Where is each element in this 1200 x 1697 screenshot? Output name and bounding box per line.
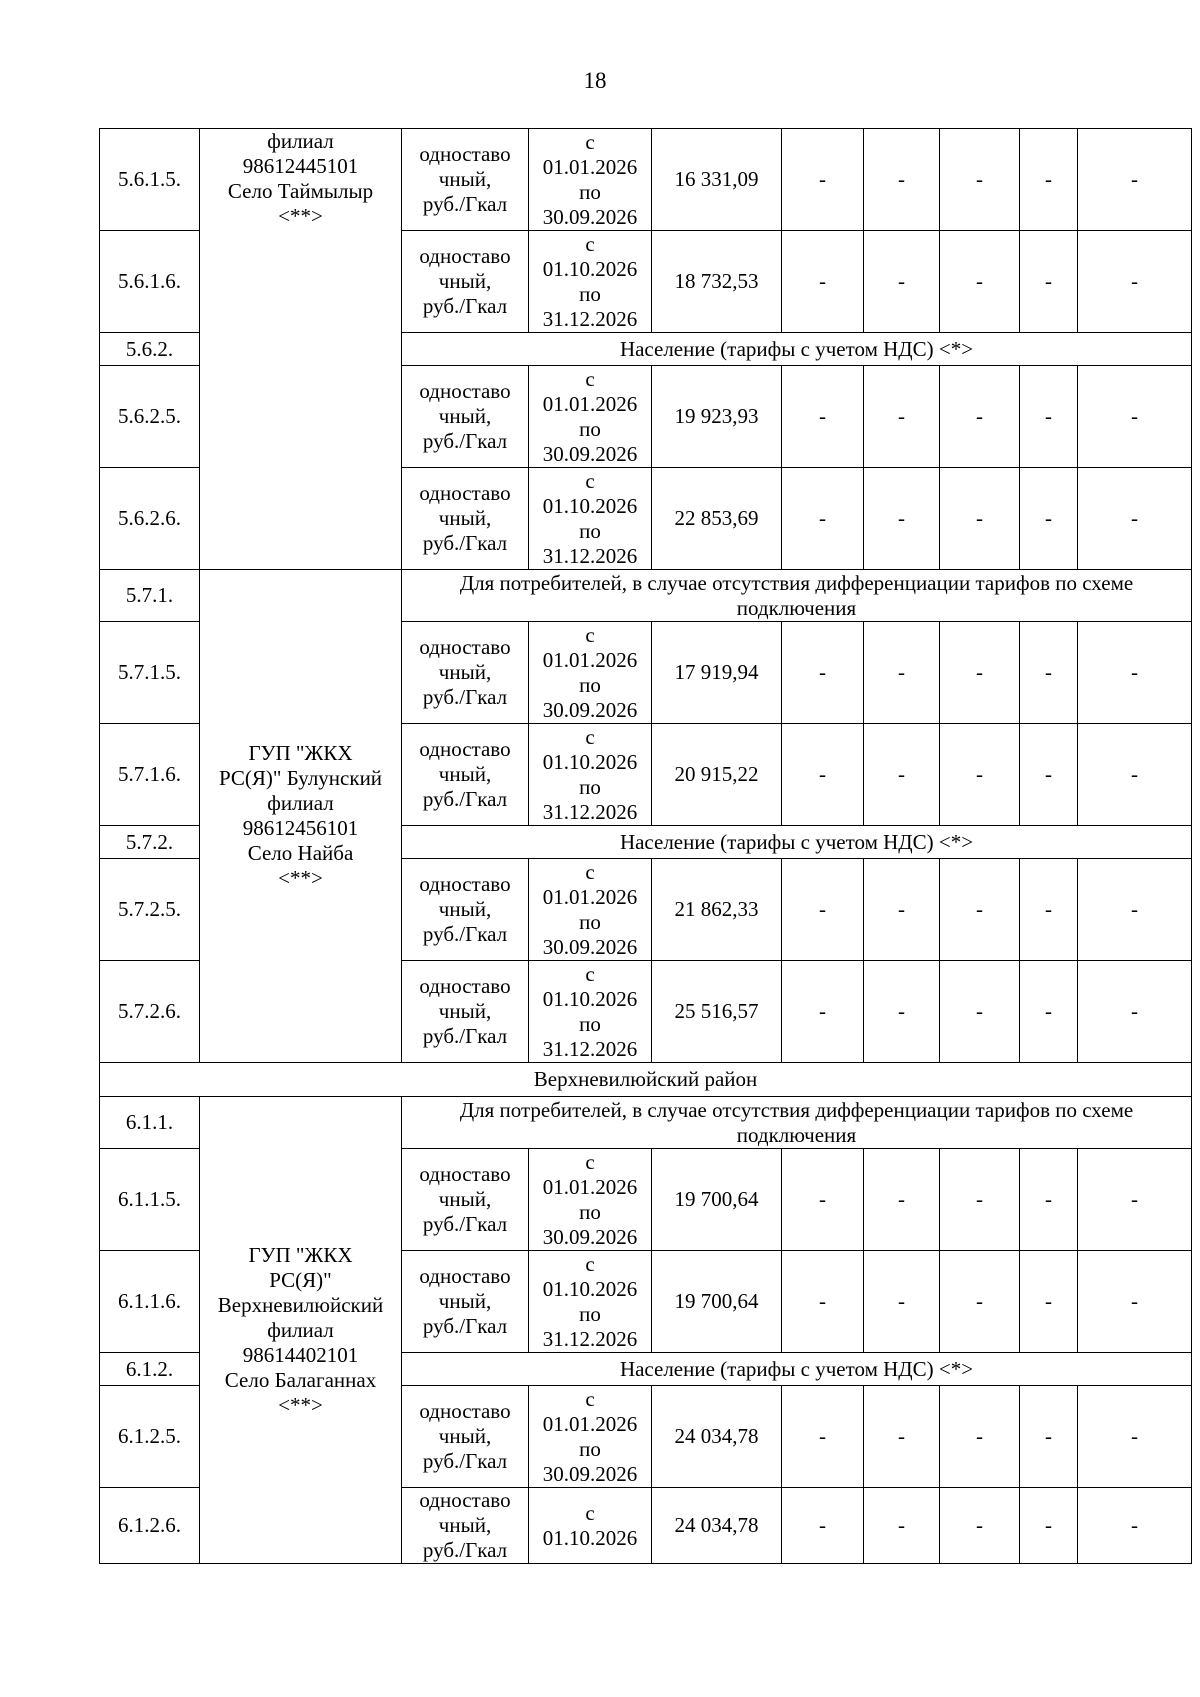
dash-cell: - — [1020, 622, 1078, 724]
tariff-period: с 01.01.2026 по 30.09.2026 — [529, 1386, 652, 1488]
row-number: 5.7.2.5. — [100, 859, 200, 961]
dash-cell: - — [782, 859, 864, 961]
dash-cell: - — [1020, 468, 1078, 570]
dash-cell: - — [864, 1386, 940, 1488]
dash-cell: - — [940, 622, 1020, 724]
tariff-type: одноставо чный, руб./Гкал — [402, 1149, 529, 1251]
tariff-value: 19 923,93 — [652, 366, 782, 468]
dash-cell: - — [1078, 366, 1192, 468]
tariff-value: 16 331,09 — [652, 129, 782, 231]
section-caption: Население (тарифы с учетом НДС) <*> — [402, 333, 1192, 366]
dash-cell: - — [1020, 231, 1078, 333]
tariff-value: 19 700,64 — [652, 1251, 782, 1353]
tariff-type: одноставо чный, руб./Гкал — [402, 961, 529, 1063]
dash-cell: - — [1078, 1386, 1192, 1488]
tariff-type: одноставо чный, руб./Гкал — [402, 129, 529, 231]
dash-cell: - — [864, 468, 940, 570]
tariff-type: одноставо чный, руб./Гкал — [402, 724, 529, 826]
row-number: 6.1.2.5. — [100, 1386, 200, 1488]
tariff-period: с 01.01.2026 по 30.09.2026 — [529, 1149, 652, 1251]
row-number: 6.1.1.6. — [100, 1251, 200, 1353]
district-title: Верхневилюйский район — [100, 1063, 1192, 1097]
dash-cell: - — [864, 1149, 940, 1251]
tariff-period: с 01.10.2026 по 31.12.2026 — [529, 724, 652, 826]
dash-cell: - — [864, 231, 940, 333]
tariff-type: одноставо чный, руб./Гкал — [402, 1251, 529, 1353]
dash-cell: - — [782, 1149, 864, 1251]
tariff-period: с 01.01.2026 по 30.09.2026 — [529, 129, 652, 231]
tariff-period: с 01.10.2026 по 31.12.2026 — [529, 1251, 652, 1353]
tariff-value: 20 915,22 — [652, 724, 782, 826]
dash-cell: - — [782, 468, 864, 570]
tariff-value: 19 700,64 — [652, 1149, 782, 1251]
row-number: 5.6.1.6. — [100, 231, 200, 333]
organization-cell: филиал 98612445101 Село Таймылыр <**> — [200, 129, 402, 570]
tariff-type: одноставо чный, руб./Гкал — [402, 366, 529, 468]
dash-cell: - — [940, 1251, 1020, 1353]
row-number: 5.7.1.6. — [100, 724, 200, 826]
dash-cell: - — [1078, 231, 1192, 333]
dash-cell: - — [940, 1488, 1020, 1564]
dash-cell: - — [1020, 1488, 1078, 1564]
tariff-type: одноставо чный, руб./Гкал — [402, 1386, 529, 1488]
tariff-type: одноставо чный, руб./Гкал — [402, 859, 529, 961]
tariff-period: с 01.01.2026 по 30.09.2026 — [529, 366, 652, 468]
tariff-value: 21 862,33 — [652, 859, 782, 961]
page-number: 18 — [583, 68, 607, 93]
dash-cell: - — [864, 859, 940, 961]
tariff-value: 22 853,69 — [652, 468, 782, 570]
tariff-value: 24 034,78 — [652, 1488, 782, 1564]
tariff-table — [99, 128, 1192, 1564]
dash-cell: - — [782, 1251, 864, 1353]
section-row — [100, 1097, 1192, 1149]
dash-cell: - — [1078, 622, 1192, 724]
dash-cell: - — [1020, 859, 1078, 961]
dash-cell: - — [1020, 366, 1078, 468]
row-number: 5.7.2.6. — [100, 961, 200, 1063]
tariff-period: с 01.10.2026 по 31.12.2026 — [529, 961, 652, 1063]
dash-cell: - — [1020, 961, 1078, 1063]
dash-cell: - — [940, 859, 1020, 961]
dash-cell: - — [782, 129, 864, 231]
dash-cell: - — [782, 1386, 864, 1488]
dash-cell: - — [864, 129, 940, 231]
dash-cell: - — [940, 1149, 1020, 1251]
dash-cell: - — [940, 724, 1020, 826]
tariff-period: с 01.10.2026 по 31.12.2026 — [529, 231, 652, 333]
dash-cell: - — [782, 231, 864, 333]
section-caption: Для потребителей, в случае отсутствия дифференциации тарифов по схеме подключения — [402, 1097, 1192, 1149]
row-number: 6.1.1.5. — [100, 1149, 200, 1251]
dash-cell: - — [1020, 1149, 1078, 1251]
dash-cell: - — [940, 366, 1020, 468]
row-number: 5.6.2.6. — [100, 468, 200, 570]
tariff-period: с 01.10.2026 — [529, 1488, 652, 1564]
row-number: 5.6.1.5. — [100, 129, 200, 231]
organization-cell: ГУП "ЖКХ РС(Я)" Верхневилюйский филиал 98614402101 Село Балаганнах <**> — [200, 1097, 402, 1564]
section-caption: Население (тарифы с учетом НДС) <*> — [402, 1353, 1192, 1386]
district-row — [100, 1063, 1192, 1097]
dash-cell: - — [864, 1251, 940, 1353]
section-caption: Для потребителей, в случае отсутствия дифференциации тарифов по схеме подключения — [402, 570, 1192, 622]
row-number: 5.7.1. — [100, 570, 200, 622]
tariff-type: одноставо чный, руб./Гкал — [402, 622, 529, 724]
section-row — [100, 570, 1192, 622]
dash-cell: - — [1078, 1488, 1192, 1564]
dash-cell: - — [864, 724, 940, 826]
dash-cell: - — [1020, 129, 1078, 231]
organization-cell: ГУП "ЖКХ РС(Я)" Булунский филиал 98612456101 Село Найба <**> — [200, 570, 402, 1063]
dash-cell: - — [940, 231, 1020, 333]
table-row — [100, 129, 1192, 231]
dash-cell: - — [782, 366, 864, 468]
tariff-type: одноставо чный, руб./Гкал — [402, 231, 529, 333]
dash-cell: - — [1078, 1149, 1192, 1251]
row-number: 6.1.2. — [100, 1353, 200, 1386]
dash-cell: - — [940, 468, 1020, 570]
tariff-period: с 01.01.2026 по 30.09.2026 — [529, 622, 652, 724]
dash-cell: - — [782, 622, 864, 724]
dash-cell: - — [1078, 724, 1192, 826]
row-number: 5.7.1.5. — [100, 622, 200, 724]
dash-cell: - — [1020, 724, 1078, 826]
tariff-value: 25 516,57 — [652, 961, 782, 1063]
row-number: 5.6.2.5. — [100, 366, 200, 468]
dash-cell: - — [940, 129, 1020, 231]
dash-cell: - — [1078, 129, 1192, 231]
row-number: 6.1.2.6. — [100, 1488, 200, 1564]
tariff-type: одноставо чный, руб./Гкал — [402, 468, 529, 570]
tariff-value: 18 732,53 — [652, 231, 782, 333]
tariff-value: 17 919,94 — [652, 622, 782, 724]
tariff-type: одноставо чный, руб./Гкал — [402, 1488, 529, 1564]
tariff-period: с 01.01.2026 по 30.09.2026 — [529, 859, 652, 961]
dash-cell: - — [1078, 468, 1192, 570]
row-number: 5.7.2. — [100, 826, 200, 859]
dash-cell: - — [864, 366, 940, 468]
dash-cell: - — [782, 724, 864, 826]
dash-cell: - — [940, 1386, 1020, 1488]
dash-cell: - — [1078, 961, 1192, 1063]
tariff-period: с 01.10.2026 по 31.12.2026 — [529, 468, 652, 570]
dash-cell: - — [940, 961, 1020, 1063]
dash-cell: - — [1020, 1386, 1078, 1488]
dash-cell: - — [864, 622, 940, 724]
dash-cell: - — [1020, 1251, 1078, 1353]
dash-cell: - — [782, 1488, 864, 1564]
dash-cell: - — [1078, 859, 1192, 961]
section-caption: Население (тарифы с учетом НДС) <*> — [402, 826, 1192, 859]
dash-cell: - — [864, 961, 940, 1063]
dash-cell: - — [1078, 1251, 1192, 1353]
row-number: 5.6.2. — [100, 333, 200, 366]
dash-cell: - — [782, 961, 864, 1063]
tariff-value: 24 034,78 — [652, 1386, 782, 1488]
row-number: 6.1.1. — [100, 1097, 200, 1149]
dash-cell: - — [864, 1488, 940, 1564]
